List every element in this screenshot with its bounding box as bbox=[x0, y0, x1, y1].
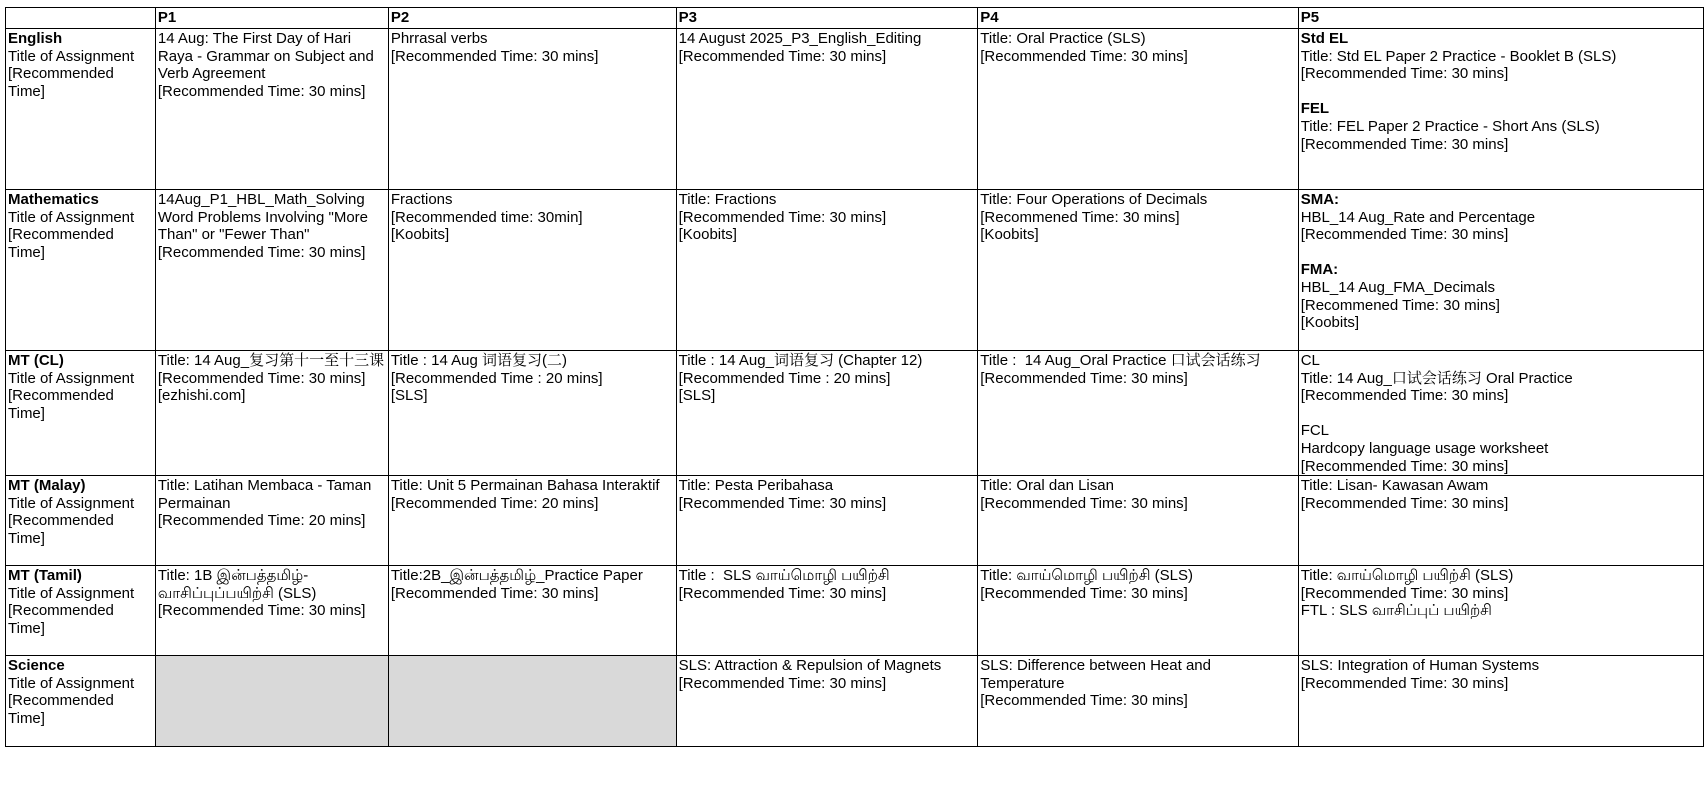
cell-line: [Recommended bbox=[8, 602, 114, 620]
cell-line: [Recommended Time: 30 mins] bbox=[157, 602, 366, 620]
cell-p3 bbox=[676, 29, 978, 190]
cell-p4 bbox=[978, 656, 1298, 747]
cell-line: [Recommended Time: 30 mins] bbox=[678, 674, 887, 692]
cell-p5 bbox=[1298, 29, 1703, 190]
cell-line: FMA: bbox=[1300, 261, 1339, 279]
cell-line: [Recommended Time: 30 mins] bbox=[678, 208, 887, 226]
cell-p2 bbox=[388, 566, 676, 656]
cell-line: FCL bbox=[1300, 422, 1330, 440]
cell-line: Title of Assignment bbox=[8, 369, 135, 387]
cell-line: MT (Malay) bbox=[8, 477, 86, 495]
cell-line: [Koobits] bbox=[1300, 314, 1360, 332]
cell-p3 bbox=[676, 656, 978, 747]
cell-line: Title: FEL Paper 2 Practice - Short Ans (SLS) bbox=[1300, 117, 1600, 135]
cell-line: Title: Std EL Paper 2 Practice - Booklet B (SLS) bbox=[1300, 47, 1617, 65]
cell-line: [Koobits] bbox=[390, 226, 450, 244]
cell-line: Time] bbox=[8, 619, 45, 637]
cell-line: [Recommended Time: 30 mins] bbox=[1300, 65, 1509, 83]
subject-row bbox=[6, 190, 1704, 351]
cell-line: [Koobits] bbox=[678, 226, 737, 244]
subject-label-cell bbox=[6, 656, 156, 747]
cell-line: [SLS] bbox=[678, 387, 716, 405]
header-p3: P3 bbox=[676, 8, 978, 29]
cell-line: [Recommended bbox=[8, 512, 114, 530]
cell-line: SLS: Integration of Human Systems bbox=[1300, 657, 1540, 675]
cell-line: [Recommended Time: 30 mins] bbox=[390, 47, 599, 65]
cell-line: Title: Unit 5 Permainan Bahasa Interaktif bbox=[390, 477, 660, 495]
cell-line: FTL : SLS வாசிப்புப் பயிற்சி bbox=[1300, 602, 1492, 620]
cell-line: 14Aug_P1_HBL_Math_Solving Word Problems Involving "More Than" or "Fewer Than" bbox=[157, 191, 372, 244]
cell-line: CL bbox=[1300, 352, 1320, 369]
cell-line: Mathematics bbox=[8, 191, 99, 208]
cell-p4 bbox=[978, 29, 1298, 190]
cell-line: [Recommended Time: 20 mins] bbox=[390, 494, 599, 512]
cell-line: Title: Fractions bbox=[678, 191, 777, 208]
cell-line: Title : 14 Aug_Oral Practice 口试会话练习 bbox=[980, 352, 1261, 369]
cell-p5 bbox=[1298, 656, 1703, 747]
cell-line: Title: 14 Aug_复习第十一至十三课 bbox=[157, 352, 385, 369]
cell-line: Time] bbox=[8, 529, 45, 547]
cell-line: [Recommended Time: 30 mins] bbox=[390, 584, 599, 602]
cell-line: SLS: Difference between Heat and Temperature bbox=[980, 657, 1215, 692]
subject-label-cell bbox=[6, 566, 156, 656]
cell-line: [Recommened Time: 30 mins] bbox=[1300, 296, 1500, 314]
cell-line: SLS: Attraction & Repulsion of Magnets bbox=[678, 657, 942, 675]
subject-row bbox=[6, 476, 1704, 566]
cell-p4 bbox=[978, 476, 1298, 566]
cell-line: SMA: bbox=[1300, 191, 1340, 208]
cell-line: Title of Assignment bbox=[8, 47, 135, 65]
cell-line: [Recommended Time: 30 mins] bbox=[1300, 387, 1509, 405]
cell-line: Title: வாய்மொழி பயிற்சி (SLS) bbox=[1300, 567, 1514, 585]
subject-row bbox=[6, 351, 1704, 476]
subject-row bbox=[6, 656, 1704, 747]
cell-line: [Recommended Time: 30 mins] bbox=[980, 494, 1188, 512]
cell-line: 14 August 2025_P3_English_Editing bbox=[678, 30, 922, 47]
cell-line: [ezhishi.com] bbox=[157, 387, 246, 405]
cell-line: [Recommended Time: 30 mins] bbox=[1300, 674, 1509, 692]
cell-line: [Recommended Time: 30 mins] bbox=[678, 584, 887, 602]
cell-line: HBL_14 Aug_Rate and Percentage bbox=[1300, 208, 1536, 226]
cell-line: [Recommended Time: 30 mins] bbox=[1300, 135, 1509, 153]
cell-line: [Koobits] bbox=[980, 226, 1039, 244]
cell-line: HBL_14 Aug_FMA_Decimals bbox=[1300, 278, 1495, 296]
cell-line: Title: Oral dan Lisan bbox=[980, 477, 1114, 495]
cell-p3 bbox=[676, 351, 978, 476]
cell-p4 bbox=[978, 566, 1298, 656]
cell-p2 bbox=[388, 476, 676, 566]
cell-line: [SLS] bbox=[390, 387, 428, 405]
cell-line: [Recommended Time : 20 mins] bbox=[678, 369, 891, 387]
cell-line: [Recommended bbox=[8, 226, 114, 244]
cell-p5 bbox=[1298, 190, 1703, 351]
cell-p1 bbox=[155, 29, 388, 190]
cell-line: Title of Assignment bbox=[8, 584, 135, 602]
cell-p5 bbox=[1298, 566, 1703, 656]
subject-label-cell bbox=[6, 476, 156, 566]
cell-line: Title: Oral Practice (SLS) bbox=[980, 30, 1146, 47]
cell-line: [Recommended Time: 30 mins] bbox=[157, 369, 366, 387]
cell-line: [Recommended Time: 30 mins] bbox=[1300, 584, 1509, 602]
cell-line: [Recommended Time: 30 mins] bbox=[980, 584, 1188, 602]
cell-line: [Recommended Time : 20 mins] bbox=[390, 369, 603, 387]
cell-line: [Recommended Time: 30 mins] bbox=[980, 369, 1188, 387]
header-p1: P1 bbox=[155, 8, 388, 29]
cell-line: Science bbox=[8, 657, 65, 675]
cell-line: Title: Lisan- Kawasan Awam bbox=[1300, 477, 1489, 495]
subject-row bbox=[6, 29, 1704, 190]
cell-line: Title: Four Operations of Decimals bbox=[980, 191, 1208, 208]
cell-p3 bbox=[676, 476, 978, 566]
cell-p1 bbox=[155, 351, 388, 476]
cell-line: [Recommended Time: 30 mins] bbox=[678, 47, 887, 65]
subject-label-cell bbox=[6, 29, 156, 190]
cell-p2 bbox=[388, 29, 676, 190]
header-p4: P4 bbox=[978, 8, 1298, 29]
cell-line: Title of Assignment bbox=[8, 494, 135, 512]
cell-p4 bbox=[978, 351, 1298, 476]
subject-label-cell bbox=[6, 351, 156, 476]
cell-p1 bbox=[155, 476, 388, 566]
cell-line: [Recommended Time: 30 mins] bbox=[1300, 494, 1509, 512]
cell-line: FEL bbox=[1300, 100, 1330, 118]
cell-line: [Recommended Time: 30 mins] bbox=[157, 243, 366, 261]
cell-line: [Recommended Time: 30 mins] bbox=[980, 47, 1188, 65]
cell-line: Title : 14 Aug_词语复习 (Chapter 12) bbox=[678, 352, 923, 369]
cell-line: MT (Tamil) bbox=[8, 567, 82, 585]
cell-line: Time] bbox=[8, 404, 45, 422]
cell-line: Time] bbox=[8, 243, 45, 261]
subject-row bbox=[6, 566, 1704, 656]
cell-line: [Recommended bbox=[8, 387, 114, 405]
cell-line: Title: Latihan Membaca - Taman Permainan bbox=[157, 477, 376, 512]
cell-line: Time] bbox=[8, 709, 45, 727]
cell-line: [Recommended time: 30min] bbox=[390, 208, 583, 226]
cell-line: Title: 1B இன்பத்தமிழ்-வாசிப்புப்பயிற்சி (SLS) bbox=[157, 567, 317, 602]
cell-line: [Recommened Time: 30 mins] bbox=[980, 208, 1180, 226]
block-gap bbox=[1301, 83, 1701, 101]
cell-line: Title: Pesta Peribahasa bbox=[678, 477, 834, 495]
cell-p2 bbox=[388, 351, 676, 476]
cell-p5 bbox=[1298, 351, 1703, 476]
header-p5: P5 bbox=[1298, 8, 1703, 29]
cell-line: Title : SLS வாய்மொழி பயிற்சி bbox=[678, 567, 890, 585]
cell-p5 bbox=[1298, 476, 1703, 566]
cell-line: Title:2B_இன்பத்தமிழ்_Practice Paper bbox=[390, 567, 643, 585]
cell-line: [Recommended Time: 30 mins] bbox=[1300, 457, 1509, 475]
cell-p1 bbox=[155, 190, 388, 351]
block-gap bbox=[1301, 244, 1701, 262]
empty-cell-p2 bbox=[388, 656, 676, 747]
cell-line: Title: வாய்மொழி பயிற்சி (SLS) bbox=[980, 567, 1193, 585]
cell-p4 bbox=[978, 190, 1298, 351]
cell-line: Title of Assignment bbox=[8, 674, 135, 692]
cell-p2 bbox=[388, 190, 676, 351]
cell-line: [Recommended Time: 30 mins] bbox=[678, 494, 887, 512]
cell-line: Phrrasal verbs bbox=[390, 30, 488, 47]
cell-line: [Recommended bbox=[8, 65, 114, 83]
cell-line: English bbox=[8, 30, 63, 47]
header-blank bbox=[6, 8, 156, 29]
cell-line: Std EL bbox=[1300, 30, 1349, 47]
cell-line: MT (CL) bbox=[8, 352, 64, 369]
cell-line: 14 Aug: The First Day of Hari Raya - Grammar on Subject and Verb Agreement bbox=[157, 30, 378, 83]
cell-line: [Recommended bbox=[8, 692, 114, 710]
cell-line: Hardcopy language usage worksheet bbox=[1300, 439, 1549, 457]
header-p2: P2 bbox=[388, 8, 676, 29]
cell-line: Title: 14 Aug_口试会话练习 Oral Practice bbox=[1300, 369, 1573, 387]
subject-label-cell bbox=[6, 190, 156, 351]
cell-line: Fractions bbox=[390, 191, 453, 208]
cell-line: Title of Assignment bbox=[8, 208, 135, 226]
header-row bbox=[6, 8, 1704, 29]
empty-cell-p1 bbox=[155, 656, 388, 747]
cell-line: [Recommended Time: 30 mins] bbox=[157, 82, 366, 100]
cell-p3 bbox=[676, 190, 978, 351]
assignment-table bbox=[5, 7, 1704, 747]
cell-line: Title : 14 Aug 词语复习(二) bbox=[390, 352, 567, 369]
cell-p3 bbox=[676, 566, 978, 656]
cell-line: [Recommended Time: 30 mins] bbox=[980, 692, 1188, 710]
cell-p1 bbox=[155, 566, 388, 656]
cell-line: [Recommended Time: 30 mins] bbox=[1300, 226, 1509, 244]
block-gap bbox=[1301, 405, 1701, 423]
cell-line: [Recommended Time: 20 mins] bbox=[157, 512, 366, 530]
cell-line: Time] bbox=[8, 82, 45, 100]
